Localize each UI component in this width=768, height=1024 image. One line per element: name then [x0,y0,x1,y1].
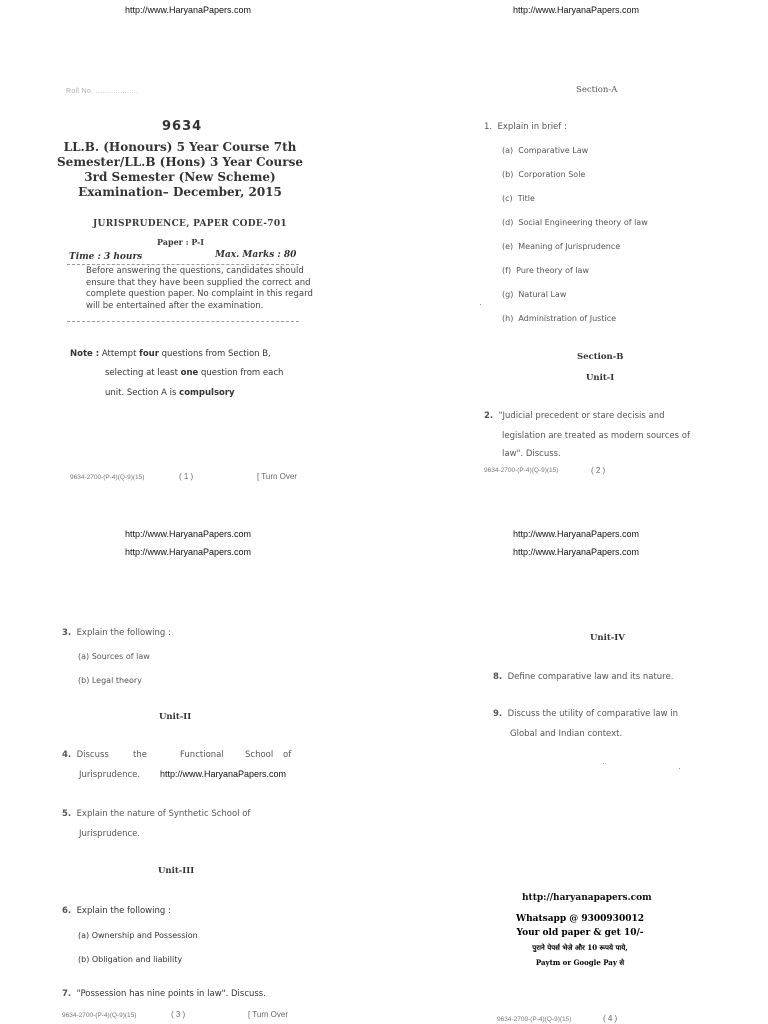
question-9-line-2: Global and Indian context. [510,729,623,739]
middle-url-right-2[interactable]: http://www.HaryanaPapers.com [513,547,640,557]
middle-url-right-1[interactable]: http://www.HaryanaPapers.com [513,529,640,539]
scan-speck [603,763,604,764]
item-label: (a) [502,146,514,155]
item-text: Natural Law [518,290,567,299]
page-number: ( 4 ) [603,1014,618,1023]
item-text: Social Engineering theory of law [518,218,648,227]
scan-speck [679,768,680,769]
question-7 [62,989,266,999]
note-text: Attempt [101,349,137,359]
footer-code: 9634-2700-(P-4)(Q-9)(15) [62,1012,137,1019]
header-url-right[interactable]: http://www.HaryanaPapers.com [513,5,640,15]
promo-whatsapp: Whatsapp @ 9300930012 [515,914,644,924]
note-emphasis: compulsory [179,388,235,398]
question-6-part-a: (a) Ownership and Possession [78,931,198,940]
question-text: Explain the following : [76,906,171,916]
question-text: Define comparative law and its nature. [507,672,674,682]
note-emphasis: four [139,349,159,359]
question-text: Explain the following : [76,628,171,638]
promo-payment: Paytm or Google Pay से [535,958,625,967]
item-label: (f) [502,266,512,275]
note-emphasis: one [180,368,199,378]
question-1-item [502,194,535,203]
question-2-line-2: legislation are treated as modern sources of [502,431,690,441]
question-3 [62,628,171,638]
note-text: question from each [200,368,284,378]
question-number: 5. [62,809,72,819]
question-1-item [502,218,648,227]
unit-3-heading: Unit-III [158,866,195,876]
question-6-part-b: (b) Obligation and liability [78,955,183,964]
promo-offer: Your old paper & get 10/- [516,928,644,938]
footer-code: 9634-2700-(P-4)(Q-9)(15) [70,474,145,481]
note-text: questions from Section B, [161,349,271,359]
turn-over-label: [ Turn Over [257,472,298,481]
question-1-item [502,146,588,155]
unit-4-heading: Unit-IV [590,633,625,643]
item-label: (b) [502,170,514,179]
item-text: Corporation Sole [518,170,586,179]
footer-code: 9634-2700-(P-4)(Q-9)(15) [497,1016,572,1023]
question-5-line-2: Jurisprudence. [79,829,141,839]
exam-title: LL.B. (Honours) 5 Year Course 7th Semester/LL.B (Hons) 3 Year Course 3rd Semester (New Scheme) Examination– December, 2015 [57,140,303,199]
max-marks-label: Max. Marks : 80 [215,250,297,260]
item-text: Administration of Justice [518,314,617,323]
question-4-word: of [283,750,292,760]
item-label: (e) [502,242,514,251]
note-label: Note : [70,349,100,359]
page-number: ( 1 ) [179,472,194,481]
question-1-item [502,314,616,323]
note-line-1 [70,349,271,359]
item-label: (g) [502,290,514,299]
note-text: unit. Section A is [105,388,177,398]
promo-url[interactable]: http://haryanapapers.com [522,893,652,903]
question-text-line: Explain the nature of Synthetic School of [76,809,251,819]
question-4-word: the [133,750,147,760]
question-2-line-3: law". Discuss. [502,449,561,459]
unit-1-heading: Unit-I [586,373,615,383]
item-text: Meaning of Jurisprudence [518,242,621,251]
page-number: ( 2 ) [591,466,606,475]
note-line-3 [105,388,235,398]
instruction-bottom-rule [67,321,299,322]
question-1-item [502,266,589,275]
question-1-item [502,242,620,251]
question-4 [62,750,109,760]
promo-hindi-line: पुराने पेपर्स भेजे और 10 रूपये पाये, [532,943,628,952]
question-number: 8. [493,672,503,682]
question-5 [62,809,250,819]
paper-code: 9634 [162,119,203,134]
question-number: 1. [484,122,493,132]
time-label: Time : 3 hours [69,252,143,262]
subject-title: JURISPRUDENCE, PAPER CODE-701 [93,219,287,229]
inline-url[interactable]: http://www.HaryanaPapers.com [160,769,287,779]
item-text: Comparative Law [518,146,589,155]
question-1-item [502,290,566,299]
scan-speck [480,304,481,305]
question-4-line-2: Jurisprudence. [79,770,141,780]
question-number: 7. [62,989,72,999]
item-text: Pure theory of law [516,266,589,275]
question-number: 4. [62,750,72,760]
question-4-word: Functional [180,750,224,760]
footer-code: 9634-2700-(P-4)(Q-9)(15) [484,467,559,474]
roll-no-label: Roll No. ................... [66,88,139,95]
section-a-heading: Section-A [576,85,618,95]
question-text: Explain in brief : [497,122,567,132]
turn-over-label: [ Turn Over [248,1010,289,1019]
header-url-left[interactable]: http://www.HaryanaPapers.com [125,5,252,15]
question-4-word: School [245,750,274,760]
question-text-line: "Judicial precedent or stare decisis and [498,411,665,421]
item-label: (h) [502,314,514,323]
unit-2-heading: Unit-II [159,712,192,722]
item-label: (c) [502,194,513,203]
question-word: Discuss [76,750,109,760]
middle-url-left-2[interactable]: http://www.HaryanaPapers.com [125,547,252,557]
question-text-line: Discuss the utility of comparative law in [507,709,679,719]
question-1-item [502,170,585,179]
page-number: ( 3 ) [171,1010,186,1019]
question-6 [62,906,171,916]
question-number: 6. [62,906,72,916]
item-label: (d) [502,218,514,227]
question-3-part-b: (b) Legal theory [78,676,142,685]
question-9 [493,709,678,719]
instructions-text: Before answering the questions, candidates should ensure that they have been supplied the correct and complete question paper. No complaint in this regard will be entertained after the examination. [86,266,313,311]
question-3-part-a: (a) Sources of law [78,652,150,661]
question-2 [484,411,665,421]
note-line-2 [105,368,283,378]
paper-label: Paper : P-I [157,237,205,247]
question-number: 9. [493,709,503,719]
section-b-heading: Section-B [577,352,624,362]
question-1 [484,122,567,132]
question-number: 3. [62,628,72,638]
note-text: selecting at least [105,368,178,378]
item-text: Title [517,194,535,203]
question-8 [493,672,673,682]
middle-url-left-1[interactable]: http://www.HaryanaPapers.com [125,529,252,539]
question-number: 2. [484,411,494,421]
question-text: "Possession has nine points in law". Discuss. [76,989,266,999]
instruction-top-rule [67,264,299,265]
